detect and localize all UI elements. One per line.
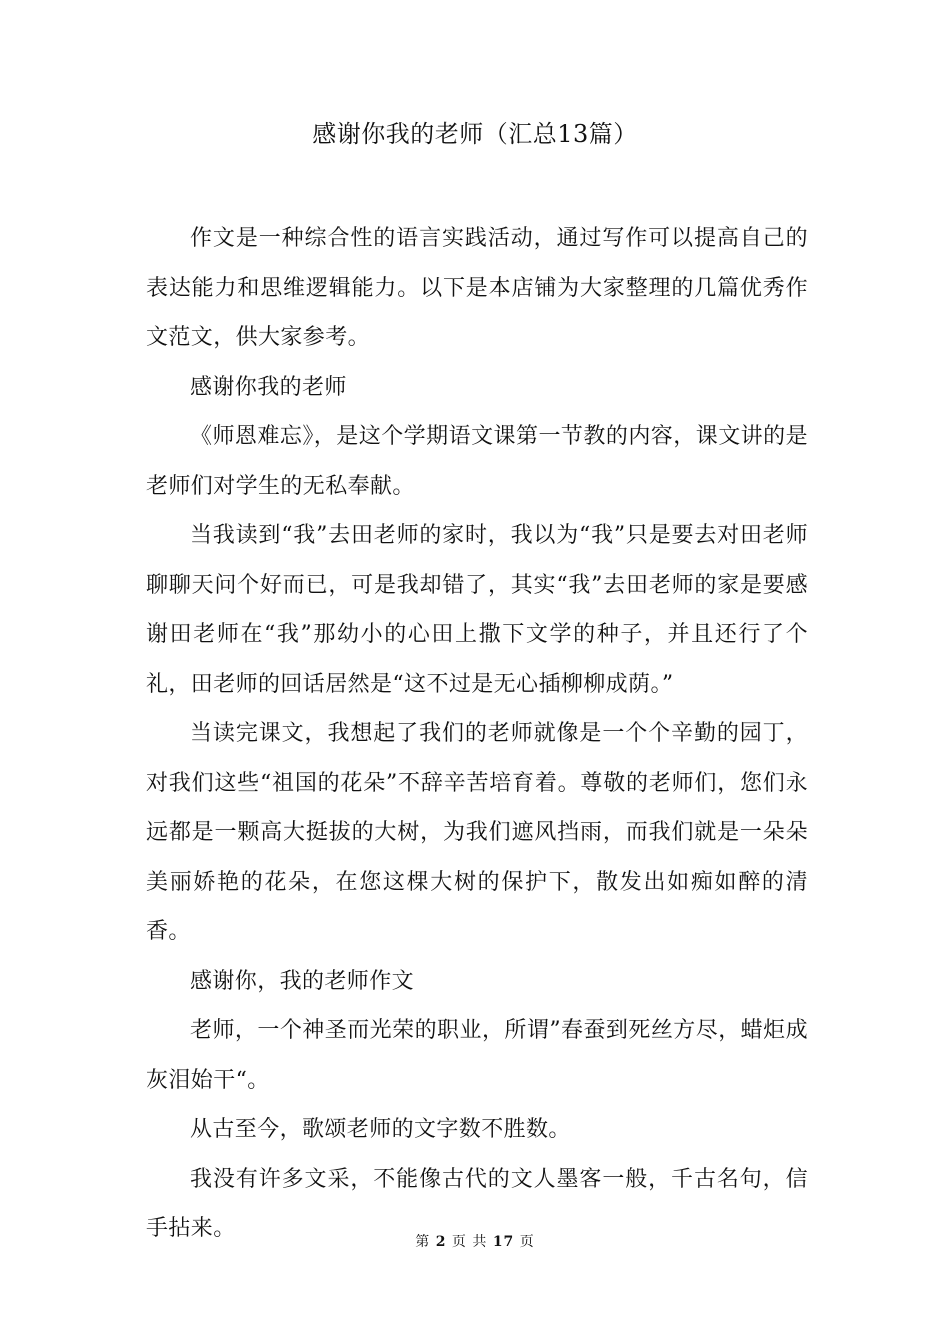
document-title: 感谢你我的老师（汇总13篇） [312,120,638,148]
page-footer [0,1232,950,1252]
body-paragraph: 老师，一个神圣而光荣的职业，所谓”春蚕到死丝方尽，蜡炬成灰泪始干“。 [146,1018,808,1093]
document-body [146,214,808,1254]
body-paragraph: 从古至今，歌颂老师的文字数不胜数。 [190,1117,571,1142]
footer-prefix: 第 [415,1234,431,1250]
section-heading: 感谢你，我的老师作文 [190,968,415,994]
intro-paragraph: 作文是一种综合性的语言实践活动，通过写作可以提高自己的表达能力和思维逻辑能力。以下是本店铺为大家整理的几篇优秀作文范文，供大家参考。 [146,226,808,350]
body-paragraph: 我没有许多文采，不能像古代的文人墨客一般，千古名句，信手拈来。 [146,1166,808,1241]
body-paragraph: 《师恩难忘》，是这个学期语文课第一节教的内容，课文讲的是老师们对学生的无私奉献。 [146,424,808,499]
footer-suffix: 页 [519,1234,535,1250]
total-page-count: 17 [492,1234,515,1250]
current-page-number: 2 [435,1234,447,1250]
body-paragraph: 当我读到“我”去田老师的家时，我以为“我”只是要去对田老师聊聊天问个好而已，可是我却错了，其实“我”去田老师的家是要感谢田老师在“我”那幼小的心田上撒下文学的种子，并且还行了个礼，田老师的回话居然是“这不过是无心插柳柳成荫。” [146,523,808,697]
section-heading: 感谢你我的老师 [190,374,347,400]
footer-middle: 页 共 [451,1234,488,1250]
body-paragraph: 当读完课文，我想起了我们的老师就像是一个个辛勤的园丁，对我们这些“祖国的花朵”不辞辛苦培育着。尊敬的老师们，您们永远都是一颗高大挺拔的大树，为我们遮风挡雨，而我们就是一朵朵美丽娇艳的花朵，在您这棵大树的保护下，散发出如痴如醉的清香。 [146,721,808,944]
